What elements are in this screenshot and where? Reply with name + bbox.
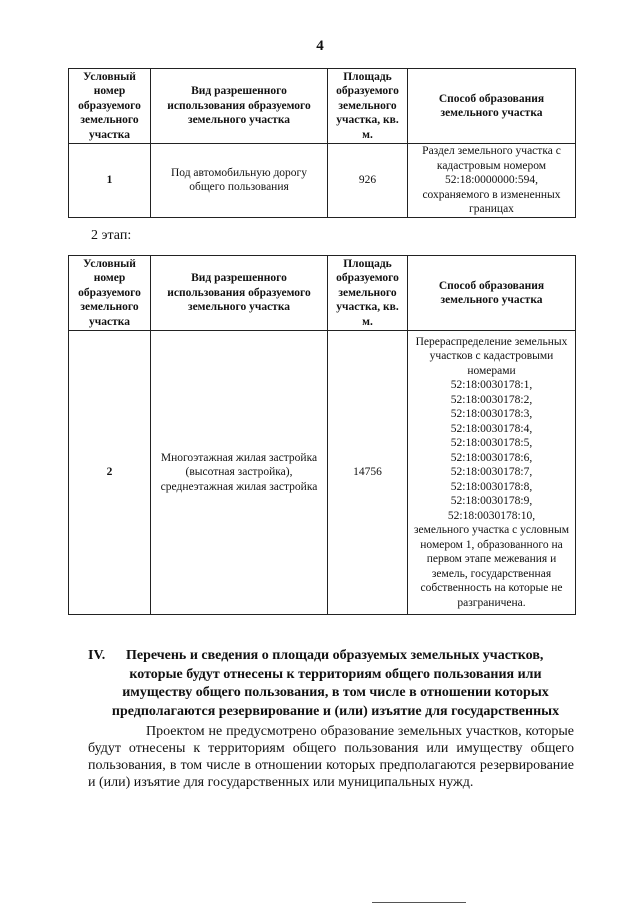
cell-permitted-use: Под автомобильную дорогу общего пользования xyxy=(151,144,328,218)
table-header-row xyxy=(69,69,576,144)
cadastral-number: 52:18:0030178:10, xyxy=(447,509,536,522)
cell-area: 926 xyxy=(328,144,408,218)
cadastral-number: 52:18:0030178:3, xyxy=(450,408,533,421)
header-formation-method: Способ образования земельного участка xyxy=(408,256,576,331)
land-plots-table-stage-2 xyxy=(68,255,576,615)
table-row xyxy=(69,331,576,615)
cadastral-number: 52:18:0030178:7, xyxy=(450,466,533,479)
header-plot-number: Условный номер образуемого земельного участка xyxy=(69,69,151,144)
cadastral-number: 52:18:0030178:2, xyxy=(450,393,533,406)
cell-plot-number: 2 xyxy=(69,331,151,615)
section-title-line: предполагаются резервирование и (или) изъятие для государственных xyxy=(111,703,560,719)
section-title-line: Перечень и сведения о площади образуемых земельных участков, xyxy=(126,648,544,663)
header-formation-method: Способ образования земельного участка xyxy=(408,69,576,144)
cadastral-number: 52:18:0030178:1, xyxy=(450,379,533,392)
cadastral-number: 52:18:0030178:4, xyxy=(450,422,533,435)
stage-label: 2 этап: xyxy=(91,228,132,243)
cadastral-number: 52:18:0030178:6, xyxy=(450,451,533,464)
land-plots-table-stage-1 xyxy=(68,68,576,218)
header-permitted-use: Вид разрешенного использования образуемого земельного участка xyxy=(151,256,328,331)
header-area: Площадь образуемого земельного участка, кв. м. xyxy=(328,256,408,331)
cadastral-number: 52:18:0030178:9, xyxy=(450,495,533,508)
footer-rule xyxy=(372,902,466,903)
cell-area: 14756 xyxy=(328,331,408,615)
body-paragraph: Проектом не предусмотрено образование земельных участков, которые будут отнесены к территориям общего пользования или имуществу общего пользования, в том числе в отношении которых предполагаются резервирование и (или) изъятие для государственных или муниципальных нужд. xyxy=(88,724,574,790)
section-heading xyxy=(88,647,583,721)
header-area: Площадь образуемого земельного участка, кв. м. xyxy=(328,69,408,144)
cadastral-number: 52:18:0030178:5, xyxy=(450,437,533,450)
cell-formation-method: Раздел земельного участка с кадастровым номером 52:18:0000000:594, сохраняемого в измененных границах xyxy=(408,144,576,218)
method-outro: земельного участка с условным номером 1, образованного на первом этапе межевания и земель, государственная собственность на которые не разграничена. xyxy=(413,524,570,609)
page-number: 4 xyxy=(316,38,324,54)
section-title-line: которые будут отнесены к территориям общего пользования или xyxy=(129,666,542,682)
cell-formation-method xyxy=(408,331,576,615)
cell-permitted-use: Многоэтажная жилая застройка (высотная застройка), среднеэтажная жилая застройка xyxy=(151,331,328,615)
cell-plot-number: 1 xyxy=(69,144,151,218)
table-row xyxy=(69,144,576,218)
header-plot-number: Условный номер образуемого земельного участка xyxy=(69,256,151,331)
section-title-line: имуществу общего пользования, в том числе в отношении которых xyxy=(122,685,549,700)
method-intro: Перераспределение земельных участков с кадастровыми номерами xyxy=(415,335,568,377)
cadastral-number: 52:18:0030178:8, xyxy=(450,480,533,493)
table-header-row xyxy=(69,256,576,331)
section-number: IV. xyxy=(88,648,106,663)
header-permitted-use: Вид разрешенного использования образуемого земельного участка xyxy=(151,69,328,144)
